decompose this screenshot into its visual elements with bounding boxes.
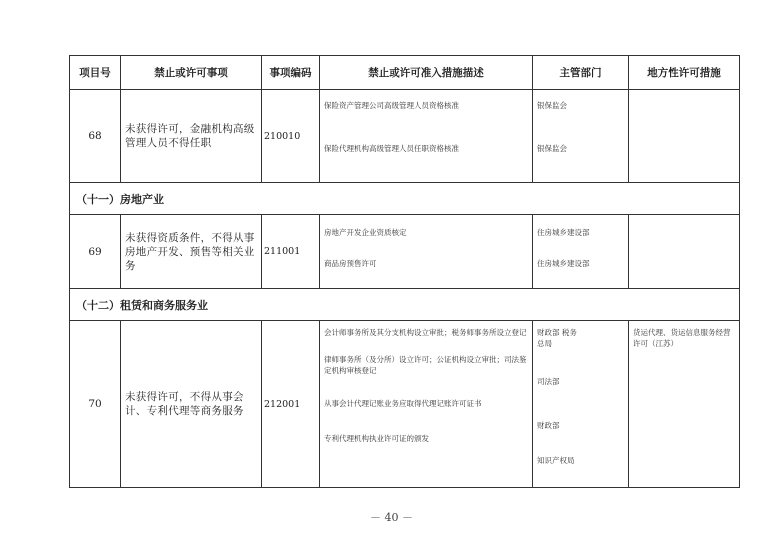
row-departments — [533, 215, 629, 289]
measure-department: 司法部 — [537, 377, 560, 386]
measure-description: 专利代理机构执业许可证的颁发 — [324, 434, 429, 443]
row-item: 未获得资质条件，不得从事房地产开发、预售等相关业务 — [121, 215, 262, 289]
measure-department: 财政部 — [537, 421, 560, 430]
row-item: 未获得许可，金融机构高级管理人员不得任职 — [121, 90, 262, 183]
row-code: 210010 — [262, 90, 320, 183]
section-title: （十二）租赁和商务服务业 — [70, 289, 740, 321]
row-number: 70 — [70, 321, 121, 488]
measure-description: 保险资产管理公司高级管理人员资格核准 — [324, 101, 459, 110]
header-description: 禁止或许可准入措施描述 — [320, 56, 533, 90]
row-local-measures — [629, 215, 740, 289]
row-departments — [533, 321, 629, 488]
section-row-leasing-business — [70, 289, 740, 321]
measure-description: 商品房预售许可 — [324, 259, 377, 268]
row-local-measures — [629, 90, 740, 183]
row-item: 未获得许可，不得从事会计、专利代理等商务服务 — [121, 321, 262, 488]
row-code: 212001 — [262, 321, 320, 488]
row-descriptions — [320, 215, 533, 289]
table-header-row — [70, 56, 740, 90]
row-code: 211001 — [262, 215, 320, 289]
local-measure-text: 货运代理、货运信息服务经营许可（江苏） — [633, 328, 731, 348]
market-access-table — [69, 55, 740, 488]
measure-description: 房地产开发企业资质核定 — [324, 228, 407, 237]
row-descriptions — [320, 90, 533, 183]
measure-department: 财政部 税务总局 — [537, 328, 577, 348]
table-row-69 — [70, 215, 740, 289]
row-number: 68 — [70, 90, 121, 183]
row-number: 69 — [70, 215, 121, 289]
header-project-no: 项目号 — [70, 56, 121, 90]
measure-department: 银保监会 — [537, 144, 567, 153]
section-row-real-estate — [70, 183, 740, 215]
measure-department: 住房城乡建设部 — [537, 228, 590, 237]
row-departments — [533, 90, 629, 183]
header-department: 主管部门 — [533, 56, 629, 90]
measure-description: 从事会计代理记账业务应取得代理记账许可证书 — [324, 399, 482, 408]
section-title: （十一）房地产业 — [70, 183, 740, 215]
measure-description: 会计师事务所及其分支机构设立审批；税务师事务所设立登记 — [324, 328, 527, 337]
header-item: 禁止或许可事项 — [121, 56, 262, 90]
page-number: － 40 － — [370, 511, 413, 524]
row-descriptions — [320, 321, 533, 488]
measure-department: 知识产权局 — [537, 456, 575, 465]
table-row-70 — [70, 321, 740, 488]
measure-department: 住房城乡建设部 — [537, 259, 590, 268]
header-code: 事项编码 — [262, 56, 320, 90]
measure-description: 保险代理机构高级管理人员任职资格核准 — [324, 144, 459, 153]
row-local-measures — [629, 321, 740, 488]
table-row-68 — [70, 90, 740, 183]
measure-department: 银保监会 — [537, 101, 567, 110]
header-local-measures: 地方性许可措施 — [629, 56, 740, 90]
measure-description: 律师事务所（及分所）设立许可；公证机构设立审批；司法鉴定机构审核登记 — [324, 355, 527, 375]
